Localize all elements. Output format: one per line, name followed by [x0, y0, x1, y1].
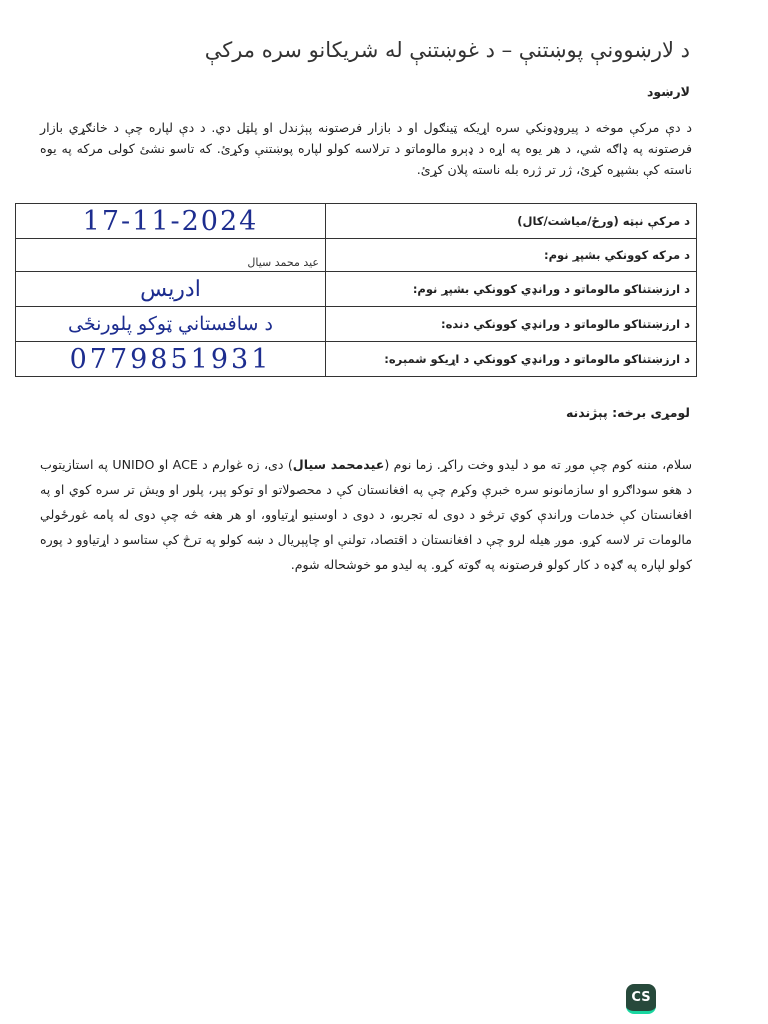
interview-info-table — [15, 203, 697, 377]
interviewer-name-value: عید محمد سیال — [16, 239, 326, 272]
informant-role-value: د سافستاني ټوکو پلورنځی — [16, 307, 326, 342]
table-row — [16, 272, 697, 307]
informant-name-label: د ارزښتناکو مالوماتو د ورانډي کوونکي بشپړ نوم: — [326, 272, 697, 307]
intro-text-before: سلام، مننه کوم چې موږ ته مو د لیدو وخت راکړ. زما نوم ( — [384, 457, 693, 472]
guidance-paragraph: د دې مرکې موخه د پیروډونکي سره اړیکه ټینګول او د بازار فرصتونه پېژندل او پلټل دي. د دې لپاره چې د خانګړي بازار فرصتونه په ډاګه شي، د هر یوه په اړه د ډېرو مالوماتو د ترلاسه کولو لپاره پوښتنې وکړئ. که تاسو نشئ کولی مرکه په یوه ناسته کې بشپړه کړئ، ژر تر ژره بله ناسته پلان کړئ. — [40, 120, 692, 177]
date-label: د مرکې نېټه (ورځ/میاشت/کال) — [326, 204, 697, 239]
date-value: 17-11-2024 — [16, 204, 326, 239]
camscanner-logo-icon: CS — [626, 984, 656, 1014]
table-row — [16, 342, 697, 377]
interviewer-name-label: د مرکه کوونکي بشپړ نوم: — [326, 239, 697, 272]
informant-role-label: د ارزښتناکو مالوماتو د ورانډي کوونکي دنده: — [326, 307, 697, 342]
page-title: د لارښوونې پوښتنې – د غوښتنې له شریکانو سره مرکې — [204, 38, 690, 62]
intro-text-after: ) دی، زه غوارم د ACE او UNIDO په استازیتوب د هغو سوداګرو او سازمانونو سره خبرې وکړم چې په افغانستان کې د محصولاتو او توکو پېر، پلور او ویش تر سره کوي او په افغانستان کې خدمات وراندې کوي ترڅو د دوی له تجربو، د دوی د اوسنیو اړتیاوو، او هر هغه څه چې دوی له پامه غورځولي مالومات تر لاسه کړو. موږ هیله لرو چې د افغانستان د اقتصاد، تولنې او چاپېریال د ښه کولو په ترڅ کې ستاسو د اړتیاوو د پوره کولو لپاره په ګډه د کار کولو فرصتونه په ګوته کړو. په لیدو مو خوشحاله شوم. — [40, 457, 692, 572]
interviewer-name-inline: عیدمحمد سیال — [292, 457, 385, 472]
table-row — [16, 204, 697, 239]
table-row — [16, 307, 697, 342]
informant-contact-value: 0779851931 — [16, 342, 326, 377]
table-row — [16, 239, 697, 272]
guidance-heading: لارښود — [646, 84, 690, 99]
informant-name-value: ادریس — [16, 272, 326, 307]
informant-contact-label: د ارزښتناکو مالوماتو د ورانډي کوونکي د اړیکو شمېره: — [326, 342, 697, 377]
part1-heading: لومړی برخه: پېژندنه — [565, 405, 690, 420]
intro-paragraph — [40, 452, 692, 577]
